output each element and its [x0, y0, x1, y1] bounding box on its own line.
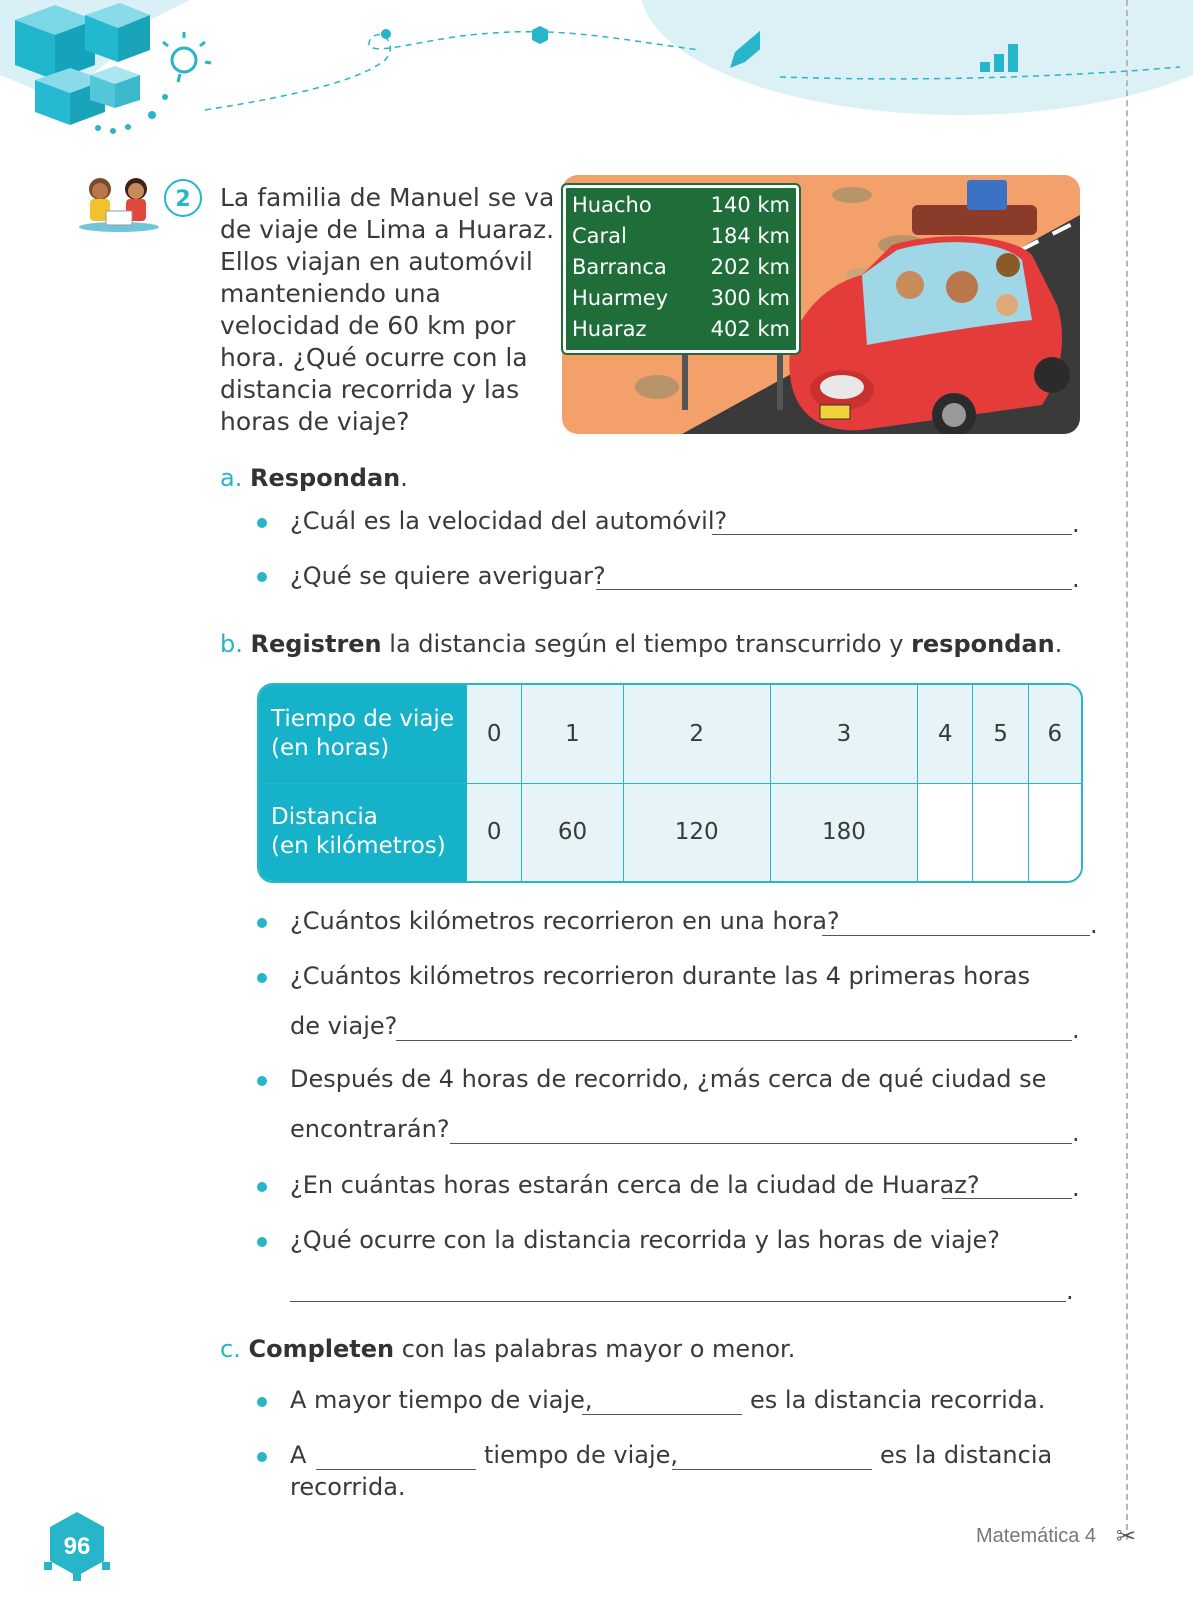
answer-line[interactable]	[450, 1143, 1072, 1144]
distance-header-line2: (en kilómetros)	[271, 833, 446, 860]
answer-line[interactable]	[396, 1040, 1072, 1041]
answer-line[interactable]	[290, 1301, 1066, 1302]
sign-city: Huarmey	[572, 286, 669, 310]
period: .	[1090, 911, 1098, 939]
book-title: Matemática 4	[976, 1525, 1097, 1547]
period: .	[1072, 565, 1080, 593]
sentence-part: A	[290, 1441, 307, 1469]
sentence-part: es la distancia recorrida.	[750, 1386, 1046, 1414]
answer-line[interactable]	[712, 534, 1072, 535]
page-number-badge	[44, 1510, 110, 1582]
bullet	[257, 518, 267, 528]
hours-header-line2: (en horas)	[271, 734, 390, 761]
question-item: ¿Cuál es la velocidad del automóvil?	[290, 507, 728, 535]
answer-line[interactable]	[942, 1198, 1072, 1199]
sign-city: Caral	[572, 224, 627, 248]
answer-line[interactable]	[672, 1469, 872, 1470]
hours-cell: 1	[522, 685, 623, 784]
part-a-verb: Respondan	[249, 464, 401, 492]
pencil-icon	[730, 18, 760, 68]
sign-distance: 300 km	[710, 286, 790, 310]
bullet	[257, 1076, 267, 1086]
question-item: Después de 4 horas de recorrido, ¿más cerca de qué ciudad se	[290, 1065, 1047, 1093]
road-sign	[563, 185, 799, 353]
hours-cell: 6	[1029, 685, 1081, 784]
cut-line	[1126, 0, 1128, 1540]
sentence-part: es la distancia	[880, 1441, 1053, 1469]
part-b-end: .	[1054, 630, 1063, 658]
distance-cell: 120	[624, 784, 771, 881]
distance-cell: 0	[467, 784, 522, 881]
sign-distance: 402 km	[710, 317, 790, 341]
lightbulb-icon	[163, 32, 211, 82]
part-c-label: c.	[220, 1335, 241, 1363]
cube-stack-icon	[15, 3, 150, 125]
part-b-verb1: Registren	[250, 630, 382, 658]
sign-row	[572, 314, 790, 345]
period: .	[1072, 1174, 1080, 1202]
question-item: ¿Cuántos kilómetros recorrieron durante las 4 primeras horas	[290, 962, 1031, 990]
header-cubes-decoration	[0, 0, 760, 150]
bullet	[257, 1237, 267, 1247]
hours-cell: 0	[467, 685, 522, 784]
kids-reading-icon	[78, 171, 160, 233]
bullet	[257, 1397, 267, 1407]
part-b-verb2: respondan	[911, 630, 1055, 658]
page-number: 96	[63, 1533, 91, 1560]
hours-header-line1: Tiempo de viaje	[271, 705, 454, 732]
part-a-heading	[220, 464, 408, 492]
distance-cell-empty[interactable]	[918, 784, 973, 881]
part-b-heading	[220, 630, 1062, 658]
distance-header	[259, 784, 467, 881]
answer-line[interactable]	[822, 935, 1090, 936]
sign-city: Barranca	[572, 255, 667, 279]
bullet	[257, 973, 267, 983]
sign-distance: 202 km	[710, 255, 790, 279]
question-text: La familia de Manuel se va de viaje de Lima a Huaraz. Ellos viajan en automóvil manteniendo una velocidad de 60 km por hora. ¿Qué ocurre con la distancia recorrida y las horas de viaje?	[220, 183, 555, 436]
hours-cell: 3	[771, 685, 918, 784]
hours-cell: 4	[918, 685, 973, 784]
question-item: ¿Cuántos kilómetros recorrieron en una hora?	[290, 907, 840, 935]
sign-row	[572, 252, 790, 283]
sentence-part: tiempo de viaje,	[484, 1441, 679, 1469]
question-item-cont: encontrarán?	[290, 1115, 450, 1143]
answer-line[interactable]	[582, 1414, 742, 1415]
sign-row	[572, 221, 790, 252]
part-c-rest: con las palabras mayor o menor.	[394, 1335, 796, 1363]
distance-header-line1: Distancia	[271, 804, 378, 831]
hours-header	[259, 685, 467, 784]
bullet	[257, 1182, 267, 1192]
scissors-icon: ✂	[1116, 1522, 1137, 1550]
bullet	[257, 572, 267, 582]
period: .	[1072, 1016, 1080, 1044]
question-item-cont: de viaje?	[290, 1012, 398, 1040]
sentence-part: recorrida.	[290, 1473, 406, 1501]
question-number-badge: 2	[164, 179, 202, 217]
part-c-verb: Completen	[248, 1335, 395, 1363]
part-a-label: a.	[220, 464, 243, 492]
bullet	[257, 1452, 267, 1462]
period: .	[1066, 1277, 1074, 1305]
sign-distance: 140 km	[710, 193, 790, 217]
part-b-mid: la distancia según el tiempo transcurrido y	[381, 630, 912, 658]
question-item: ¿Qué se quiere averiguar?	[290, 562, 606, 590]
distance-row	[259, 784, 1081, 881]
bullet	[257, 918, 267, 928]
distance-cell-empty[interactable]	[1029, 784, 1081, 881]
part-b-label: b.	[220, 630, 243, 658]
sign-row	[572, 190, 790, 221]
hours-cell: 5	[973, 685, 1028, 784]
part-c-heading	[220, 1335, 795, 1363]
answer-line[interactable]	[596, 589, 1072, 590]
period: .	[1072, 1119, 1080, 1147]
sign-row	[572, 283, 790, 314]
question-item: ¿En cuántas horas estarán cerca de la ciudad de Huaraz?	[290, 1171, 980, 1199]
distance-cell: 60	[522, 784, 623, 881]
hours-row	[259, 685, 1081, 784]
distance-cell-empty[interactable]	[973, 784, 1028, 881]
part-a-rest: .	[400, 464, 408, 492]
period: .	[1072, 510, 1080, 538]
answer-line[interactable]	[316, 1469, 476, 1470]
question-item: ¿Qué ocurre con la distancia recorrida y las horas de viaje?	[290, 1226, 1001, 1254]
sign-city: Huaraz	[572, 317, 647, 341]
dashed-line-decoration	[780, 65, 1180, 85]
hours-cell: 2	[624, 685, 771, 784]
sign-city: Huacho	[572, 193, 652, 217]
sentence-part: A mayor tiempo de viaje,	[290, 1386, 593, 1414]
time-distance-table	[257, 683, 1083, 883]
distance-cell: 180	[771, 784, 918, 881]
sign-distance: 184 km	[710, 224, 790, 248]
